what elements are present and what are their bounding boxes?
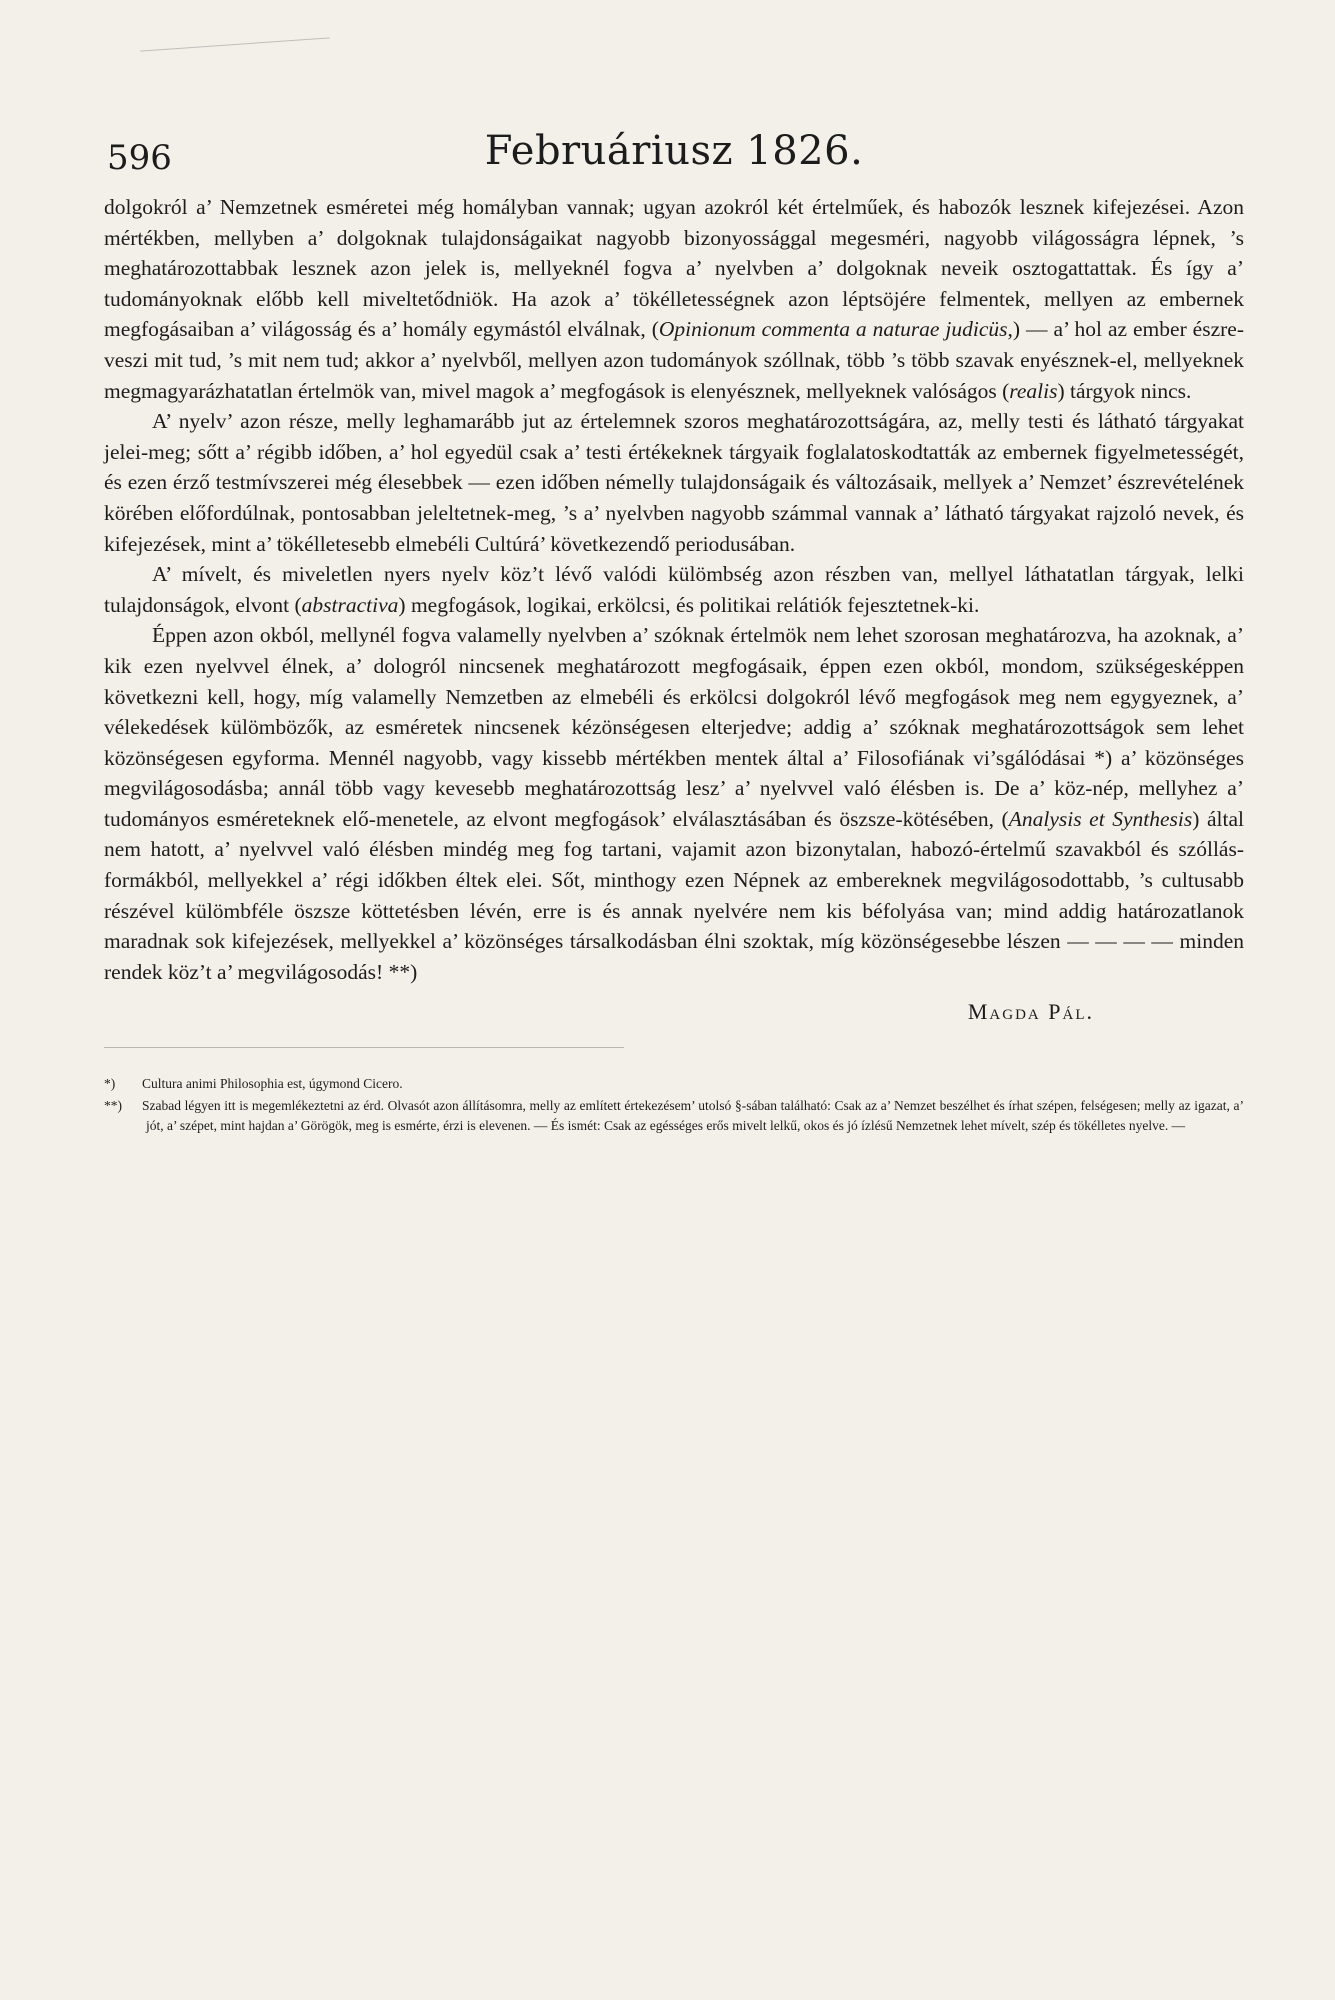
book-page	[104, 128, 1244, 1138]
paragraph: dolgokról a’ Nemzetnek esméretei még homályban vannak; ugyan azokról két értelműek, és habozók lesznek kifejezései. Azon mértékben, mellyben a’ dolgoknak tulajdonságaikat nagyobb bizonyossággal megesméri, nagyobb világosságra lépnek, ’s meghatározottabbak lesznek azon jelek is, mellyeknél fogva a’ nyelvben a’ dolgoknak neveik osztogattattak. És így a’ tudományoknak előbb kell miveltetődniök. Ha azok a’ tökélletességnek azon léptsöjére felmentek, mellyen az embernek megfogásaiban a’ világosság és a’ homály egymástól elválnak, (Opinionum commenta a naturae judicüs,) — a’ hol az ember észre-veszi mit tud, ’s mit nem tud; akkor a’ nyelvből, mellyen azon tudományok szóllnak, több ’s több szavak enyésznek-el, mellyeknek megmagyarázhatatlan értelmök van, mivel magok a’ megfogások is elenyésznek, mellyeknek valóságos (realis) tárgyok nincs.	[104, 195, 1244, 403]
footnotes	[104, 1074, 1244, 1136]
running-title: Februáriusz 1826.	[484, 128, 864, 174]
footnote-marker: **)	[104, 1098, 122, 1114]
paragraph: A’ mívelt, és miveletlen nyers nyelv köz’t lévő valódi külömbség azon részben van, mellyel láthatatlan tárgyak, lelki tulajdonságok, elvont (abstractiva) megfogások, logikai, erkölcsi, és politikai relátiók fejesztetnek-ki.	[104, 562, 1244, 617]
footnote: *) Cultura animi Philosophia est, úgymond Cicero.	[104, 1074, 1244, 1094]
paragraph: Éppen azon okból, mellynél fogva valamelly nyelvben a’ szóknak értelmök nem lehet szorosan meghatározva, ha azoknak, a’ kik ezen nyelvvel élnek, a’ dologról nincsenek meghatározott megfogásaik, éppen ezen okból, mondom, szükségesképpen következni kell, hogy, míg valamelly Nemzetben az elmebéli és erkölcsi dolgokról lévő megfogások meg nem egygyeznek, a’ vélekedések külömbözők, az esméretek nincsenek kézönségesen elterjedve; addig a’ szóknak meghatározottságok sem lehet közönségesen egyforma. Mennél nagyobb, vagy kissebb mértékben mentek által a’ Filosofiának vi’sgálódásai *) a’ közönséges megvilágosodásba; annál több vagy kevesebb meghatározottság lesz’ a’ nyelvvel való élésben is. De a’ köz-nép, mellyhez a’ tudományos esméreteknek elő-menetele, az elvont megfogások’ elválasztásában és öszsze-kötésében, (Analysis et Synthesis) által nem hatott, a’ nyelvvel való élésben mindég meg fog tartani, vajamit azon bizonytalan, habozó-értelmű szavakból és szóllás-formákból, mellyekkel a’ régi időkben éltek elei. Sőt, minthogy ezen Népnek az embereknek megvilágosodottabb, ’s cultusabb részével külömbféle öszsze köttetésben lévén, erre is és annak nyelvére nem kis béfolyása van; mind addig határozatlanok maradnak sok kifejezések, mellyekkel a’ közönséges társalkodásban élni szoktak, míg közönségesebbe lészen — — — — minden rendek köz’t a’ megvilágosodás! **)	[104, 623, 1245, 984]
page-number: 596	[107, 138, 172, 178]
footnote-rule	[104, 1047, 624, 1048]
body-text	[104, 192, 1244, 1025]
footnote-marker: *)	[104, 1076, 116, 1092]
paragraph: A’ nyelv’ azon része, melly leghamarább jut az értelemnek szoros meghatározottságára, az, melly testi és látható tárgyakat jelei-meg; sőtt a’ régibb időben, a’ hol egyedül csak a’ testi értékeknek tárgyaik foglalatoskodtatták az embernek figyelmetességét, és ezen érző testmívszerei még élesebbek — ezen időben némelly tulajdonságaik és változásaik, mellyek a’ Nemzet’ észrevételének körében előfordúlnak, pontosabban jeleltetnek-meg, ’s a’ nyelvben nagyobb számmal vannak a’ látható tárgyakat rajzoló nevek, és kifejezések, mint a’ tökélletesebb elmebéli Cultúrá’ következendő periodusában.	[104, 409, 1244, 556]
page-header	[104, 128, 1244, 192]
author-signature: Magda Pál.	[967, 999, 1094, 1025]
footnote: **) Szabad légyen itt is megemlékeztetni az érd. Olvasót azon állításomra, melly az említett értekezésem’ utolsó §-sában található: Csak az a’ Nemzet beszélhet és írhat szépen, felségesen; melly az igazat, a’ jót, a’ szépet, mint hajdan a’ Görögök, meg is esmérte, érzi is elevenen. — És ismét: Csak az egésséges erős mivelt lelkű, okos és jó ízlésű Nemzetnek lehet mívelt, szép és tökélletes nyelve. —	[104, 1098, 1244, 1134]
scan-mark	[140, 37, 330, 51]
